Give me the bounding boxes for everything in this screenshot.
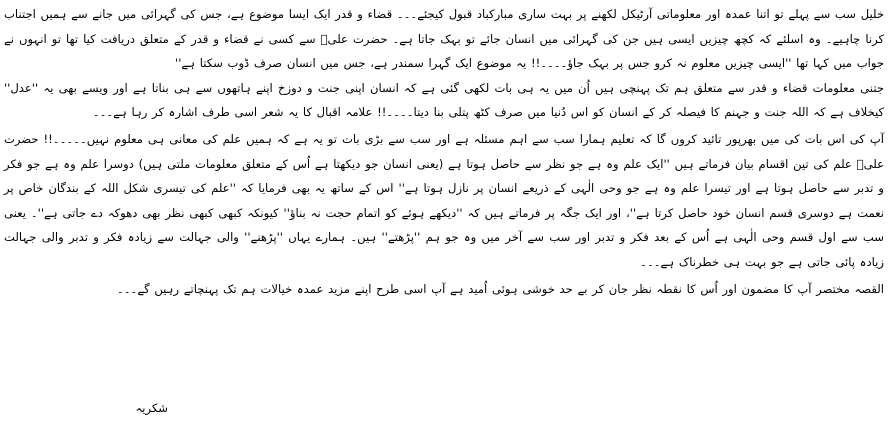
signoff-thanks: شکریہ	[135, 401, 168, 415]
paragraph-conclusion: القصہ مختصر آپ کا مضمون اور اُس کا نقطہ نظر جان کر بے حد خوشی ہوئی اُمید ہے آپ اسی طرح اپنے مزید عمدہ خیالات ہم تک پہنچاتے رہیں گے۔۔۔	[116, 281, 884, 296]
paragraph-intro: خلیل سب سے پہلے تو اتنا عمدہ اور معلوماتی آرٹیکل لکھنے پر بہت ساری مبارکباد قبول کیجئے۔۔۔ قضاء و قدر ایک ایسا موضوع ہے، جس کی گہرائی میں جانے سے ہمیں اجتناب کرنا چاہیے۔ وہ اسلئے کہ کچھ چیزیں ایسی ہیں جن کی گہرائی میں انسان جائے تو بہک جاتا ہے۔ حضرت علیؓ سے کسی نے قضاء و قدر کے متعلق دریافت کیا تھا تو انہوں نے جواب میں کہا تھا ''ایسی چیزیں معلوم نہ کرو جس پر بہک جاؤ۔۔۔۔!! یہ موضوع ایک گہرا سمندر ہے، جس میں انسان صرف ڈوب سکتا ہے''	[4, 7, 884, 71]
paragraph-knowledge: آپ کی اس بات کی میں بھرپور تائید کروں گا کہ تعلیم ہمارا سب سے اہم مسئلہ ہے اور سب سے بڑی بات تو یہ ہے کہ ہمیں علم کی معانی ہی معلوم نہیں۔۔۔۔۔!! حضرت علیؓ علم کی تین اقسام بیان فرماتے ہیں ''ایک علم وہ ہے جو نظر سے حاصل ہوتا ہے (یعنی انسان جو دیکھتا ہے اُس کے متعلق معلومات ملتی ہیں) دوسرا علم وہ ہے جو فکر و تدبر سے حاصل ہوتا ہے اور تیسرا علم وہ ہے جو وحی الٰہی کے ذریعے انسان پر نازل ہوتا ہے'' اس کے ساتھ یہ بھی فرمایا کہ ''علم کی تیسری شکل اللہ کے بندگان خاص پر نعمت ہے دوسری قسم انسان خود حاصل کرتا ہے''، اور ایک جگہ پر فرماتے ہیں کہ ''دیکھے ہوئے کو اتمام حجت نہ بناؤ'' کیونکہ کبھی کبھی نظر بھی دھوکہ دے جاتی ہے''۔ یعنی سب سے اول قسم وحی الٰہی ہے اُس کے بعد فکر و تدبر اور سب سے آخر میں وہ جو ہم ''پڑھتے'' ہیں۔ ہمارے یہاں ''پڑھنے'' والی جہالت سے زیادہ فکر و تدبر والی جہالت زیادہ پائی جاتی ہے جو بہت ہی خطرناک ہے۔۔۔	[4, 131, 884, 269]
paragraph-qaza-qadar: جتنی معلومات قضاء و قدر سے متعلق ہم تک پہنچی ہیں اُن میں یہ ہی بات لکھی گئی ہے کہ انسان اپنی جنت و دوزخ اپنے ہاتھوں سے ہی بناتا ہے اور ویسے بھی یہ ''عدل'' کیخلاف ہے کہ اللہ جنت و جہنم کا فیصلہ کر کے انسان کو اس دُنیا میں صرف کٹھ پتلی بنا دیتا۔۔۔۔!! علامہ اقبال کا یہ شعر اسی طرف اشارہ کر رہا ہے۔۔۔	[4, 80, 884, 120]
